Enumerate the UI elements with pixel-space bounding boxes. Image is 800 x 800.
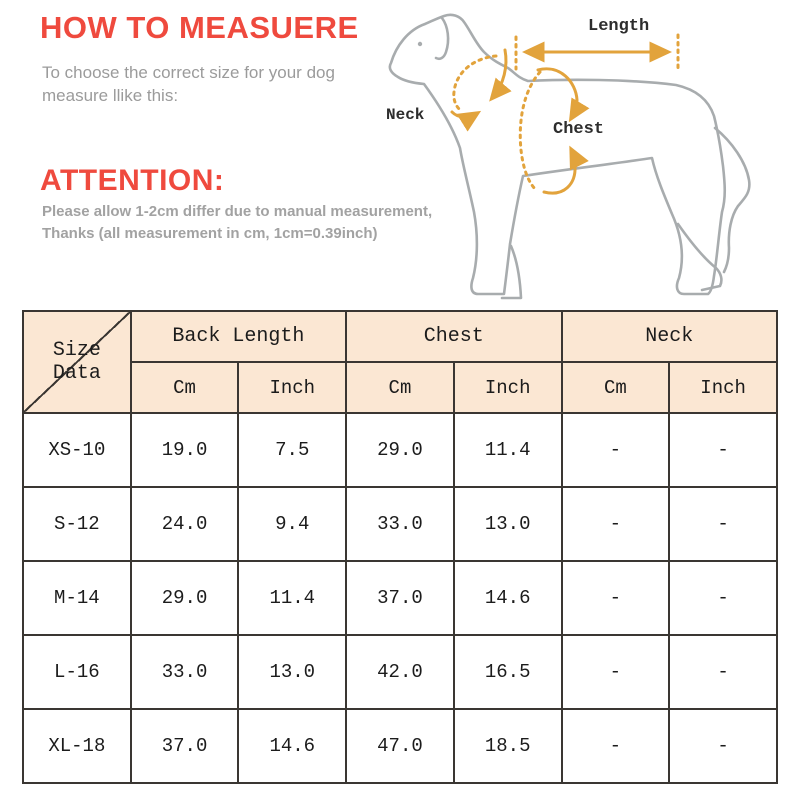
unit-header: Inch [238,362,346,413]
page-title: HOW TO MEASUERE [40,10,359,45]
value-cell: 9.4 [238,487,346,561]
value-cell: - [562,561,670,635]
value-cell: 24.0 [131,487,239,561]
size-cell: L-16 [23,635,131,709]
unit-header: Cm [131,362,239,413]
value-cell: - [562,487,670,561]
intro-line-1: To choose the correct size for your dog [42,63,335,82]
value-cell: - [562,413,670,487]
size-cell: XS-10 [23,413,131,487]
value-cell: 14.6 [454,561,562,635]
value-cell: 42.0 [346,635,454,709]
value-cell: - [669,561,777,635]
value-cell: - [562,709,670,783]
value-cell: 7.5 [238,413,346,487]
dog-eye [418,42,422,46]
value-cell: 19.0 [131,413,239,487]
value-cell: 18.5 [454,709,562,783]
value-cell: 11.4 [238,561,346,635]
value-cell: 29.0 [131,561,239,635]
value-cell: 16.5 [454,635,562,709]
value-cell: - [669,487,777,561]
size-cell: S-12 [23,487,131,561]
unit-header: Inch [454,362,562,413]
value-cell: - [669,709,777,783]
attention-title: ATTENTION: [40,164,225,197]
dog-far-rear-leg [678,224,721,290]
value-cell: 14.6 [238,709,346,783]
table-row [23,487,777,561]
chest-arrow-down [538,69,577,117]
value-cell: 47.0 [346,709,454,783]
table-row [23,561,777,635]
group-header-back-length: Back Length [131,311,346,362]
value-cell: - [669,413,777,487]
size-cell: M-14 [23,561,131,635]
table-row [23,413,777,487]
value-cell: 37.0 [346,561,454,635]
dog-outline-icon [378,0,800,302]
neck-label: Neck [386,106,425,124]
dog-measurement-diagram [378,0,800,302]
unit-header: Cm [562,362,670,413]
intro-line-2: measure llike this: [42,85,179,105]
attention-line-1: Please allow 1-2cm differ due to manual measurement, [42,203,433,220]
value-cell: 37.0 [131,709,239,783]
table-unit-header-row [23,362,777,413]
size-table [22,310,778,784]
size-data-corner-cell: Size Data [23,311,131,413]
chest-label: Chest [553,120,605,139]
value-cell: 33.0 [131,635,239,709]
table-row [23,635,777,709]
unit-header: Inch [669,362,777,413]
value-cell: 11.4 [454,413,562,487]
value-cell: - [669,635,777,709]
neck-arrow-right [452,112,476,117]
dog-ear-line [436,18,448,59]
size-cell: XL-18 [23,709,131,783]
value-cell: 13.0 [238,635,346,709]
neck-dotted-arc [454,56,496,110]
value-cell: 13.0 [454,487,562,561]
table-group-header-row [23,311,777,362]
unit-header: Cm [346,362,454,413]
attention-line-2: Thanks (all measurement in cm, 1cm=0.39inch) [42,224,378,242]
chest-dotted-arc [520,72,540,190]
dog-body-outline [390,15,725,294]
value-cell: 29.0 [346,413,454,487]
value-cell: - [562,635,670,709]
intro-text [42,62,362,108]
value-cell: 33.0 [346,487,454,561]
table-row [23,709,777,783]
group-header-neck: Neck [562,311,777,362]
length-label: Length [588,17,650,36]
group-header-chest: Chest [346,311,561,362]
